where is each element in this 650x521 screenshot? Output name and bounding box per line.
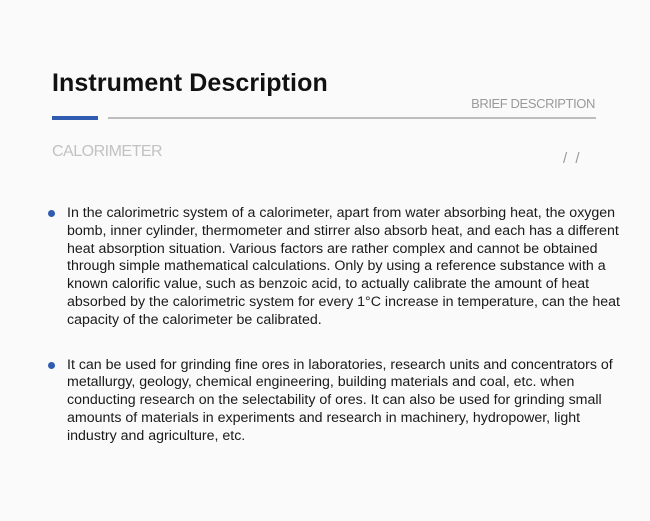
- brief-description-label: BRIEF DESCRIPTION: [471, 96, 595, 111]
- bullet-dot-icon: [48, 362, 55, 369]
- list-item: [48, 205, 620, 330]
- description-list: [48, 205, 620, 446]
- list-item-text: In the calorimetric system of a calorimeter, apart from water absorbing heat, the oxygen bomb, inner cylinder, thermometer and stirrer also absorb heat, and each has a different heat absorption situation. Various factors are rather complex and cannot be obtained through simple mathematical calculations. Only by using a reference substance with a known calorific value, such as benzoic acid, to actually calibrate the amount of heat absorbed by the calorimetric system for every 1°C increase in temperature, can the heat capacity of the calorimeter be calibrated.: [67, 205, 620, 328]
- divider-line: [108, 117, 596, 119]
- list-item: [48, 357, 620, 446]
- section-subtitle: CALORIMETER: [52, 143, 163, 160]
- page-title: Instrument Description: [52, 69, 328, 97]
- bullet-dot-icon: [48, 210, 55, 217]
- list-item-text: It can be used for grinding fine ores in laboratories, research units and concentrators of metallurgy, geology, chemical engineering, building materials and coal, etc. when conducting research on the selectability of ores. It can also be used for grinding small amounts of materials in experiments and research in machinery, hydropower, light industry and agriculture, etc.: [67, 356, 613, 444]
- decorative-slashes: / /: [563, 150, 582, 167]
- accent-bar: [52, 116, 98, 120]
